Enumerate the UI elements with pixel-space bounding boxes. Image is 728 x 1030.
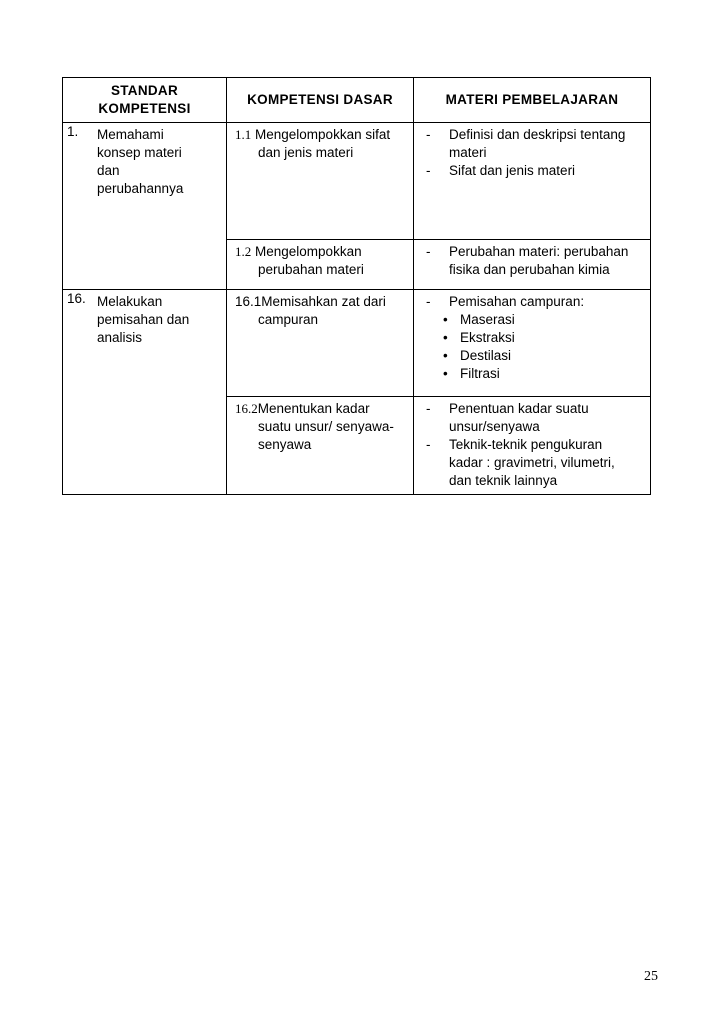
mp-cell-1-1	[414, 123, 651, 240]
kd-cell-16-2	[227, 397, 414, 495]
mp-line: fisika dan perubahan kimia	[449, 262, 610, 277]
sk-cell-1	[63, 123, 227, 290]
kd-line: senyawa	[258, 437, 312, 452]
table-row	[63, 290, 651, 397]
kd-text	[227, 397, 413, 458]
kd-text	[227, 290, 413, 333]
kd-cell-16-1	[227, 290, 414, 397]
mp-cell-1-2	[414, 240, 651, 290]
dash-marker: -	[426, 163, 431, 178]
header-standar-line2: KOMPETENSI	[98, 101, 191, 116]
kd-line: Mengelompokkan sifat	[255, 127, 391, 142]
sk-line: analisis	[97, 330, 143, 345]
kd-line: Mengelompokkan	[255, 244, 362, 259]
list-item	[422, 162, 646, 180]
bullet-marker: •	[443, 366, 448, 381]
sk-line: dan	[97, 163, 120, 178]
kd-cell-1-1	[227, 123, 414, 240]
mp-text	[414, 123, 650, 184]
sk-line: Melakukan	[97, 294, 163, 309]
mp-line: Penentuan kadar suatu	[449, 401, 589, 416]
mp-line: materi	[449, 145, 487, 160]
list-item	[422, 400, 646, 436]
kd-line: Memisahkan zat dari	[261, 294, 386, 309]
kd-line: dan jenis materi	[258, 145, 354, 160]
mp-line: unsur/senyawa	[449, 419, 540, 434]
sk-text-16	[63, 290, 226, 351]
sk-text-1	[63, 123, 226, 202]
bullet-marker: •	[443, 348, 448, 363]
header-standar-kompetensi	[63, 78, 227, 123]
bullet-marker: •	[443, 330, 448, 345]
mp-line: dan teknik lainnya	[449, 473, 558, 488]
list-item	[422, 347, 646, 365]
bullet-marker: •	[443, 312, 448, 327]
kd-number: 1.1	[235, 127, 252, 142]
dash-marker: -	[426, 401, 431, 416]
mp-line: Pemisahan campuran:	[449, 294, 585, 309]
kd-line: campuran	[258, 312, 319, 327]
sk-line: perubahannya	[97, 181, 184, 196]
table-header-row	[63, 78, 651, 123]
dash-marker: -	[426, 437, 431, 452]
mp-line: Teknik-teknik pengukuran	[449, 437, 603, 452]
list-item	[422, 311, 646, 329]
curriculum-table	[62, 77, 651, 495]
table-row	[63, 123, 651, 240]
sk-line: pemisahan dan	[97, 312, 190, 327]
page-number: 25	[644, 969, 658, 984]
sk-cell-16	[63, 290, 227, 495]
dash-marker: -	[426, 294, 431, 309]
kd-text	[227, 240, 413, 283]
kd-number: 16.1	[235, 294, 262, 309]
mp-cell-16-2	[414, 397, 651, 495]
list-item	[422, 365, 646, 383]
bullet-text: Destilasi	[460, 348, 512, 363]
sk-number: 1.	[67, 124, 79, 139]
mp-text	[414, 397, 650, 494]
sk-number: 16.	[67, 291, 86, 306]
kd-line: Menentukan kadar	[257, 401, 370, 416]
bullet-text: Filtrasi	[460, 366, 500, 381]
kd-number: 16.2	[235, 401, 258, 416]
mp-line: Definisi dan deskripsi tentang	[449, 127, 626, 142]
mp-line: kadar : gravimetri, vilumetri,	[449, 455, 615, 470]
kd-number: 1.2	[235, 244, 252, 259]
kd-text	[227, 123, 413, 166]
header-kompetensi-dasar: KOMPETENSI DASAR	[227, 78, 414, 123]
list-item	[422, 243, 646, 279]
kd-line: perubahan materi	[258, 262, 364, 277]
list-item	[422, 436, 646, 490]
sk-line: Memahami	[97, 127, 164, 142]
mp-text	[414, 240, 650, 283]
sk-line: konsep materi	[97, 145, 182, 160]
list-item	[422, 126, 646, 162]
dash-marker: -	[426, 244, 431, 259]
list-item	[422, 293, 646, 311]
dash-marker: -	[426, 127, 431, 142]
mp-cell-16-1	[414, 290, 651, 397]
bullet-text: Ekstraksi	[460, 330, 515, 345]
mp-line: Perubahan materi: perubahan	[449, 244, 629, 259]
bullet-text: Maserasi	[460, 312, 515, 327]
kd-cell-1-2	[227, 240, 414, 290]
list-item	[422, 329, 646, 347]
mp-text	[414, 290, 650, 387]
header-materi-pembelajaran: MATERI PEMBELAJARAN	[414, 78, 651, 123]
header-standar-line1: STANDAR	[110, 83, 179, 98]
kd-line: suatu unsur/ senyawa-	[258, 419, 394, 434]
mp-line: Sifat dan jenis materi	[449, 163, 576, 178]
